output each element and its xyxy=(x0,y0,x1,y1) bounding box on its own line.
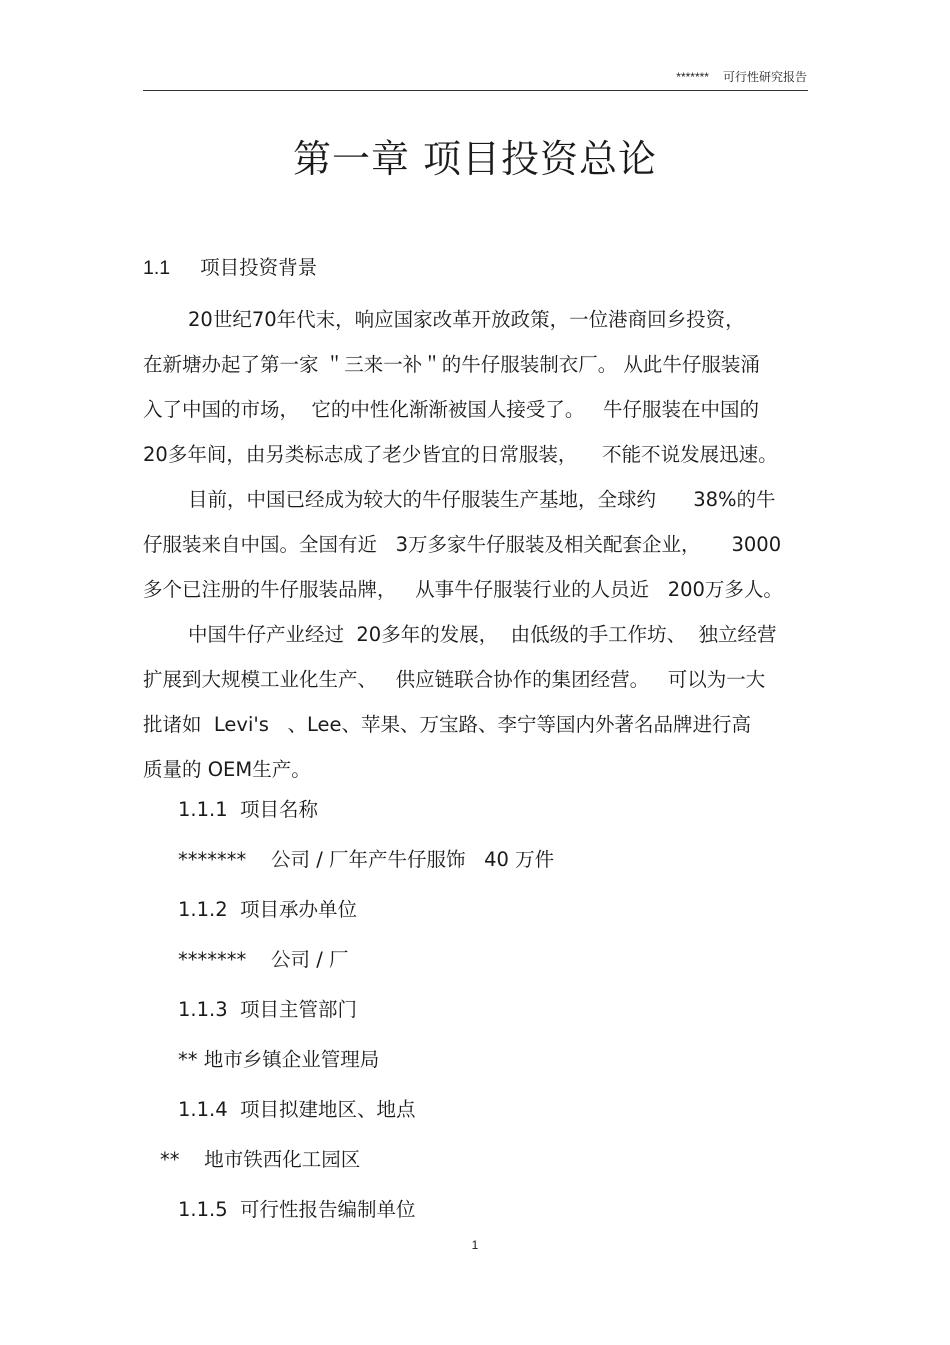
page-number: 1 xyxy=(471,1238,479,1252)
subsection-heading: 1.1.4 项目拟建地区、地点 xyxy=(178,1098,416,1121)
section-number: 1.1 xyxy=(143,257,171,279)
subsection-content: ** 地市铁西化工园区 xyxy=(160,1148,361,1171)
header-company-mask: ******* xyxy=(676,70,709,84)
section-heading xyxy=(143,258,317,279)
paragraph-line: 批诸如 Levi's 、Lee、苹果、万宝路、李宁等国内外著名品牌进行高 xyxy=(143,713,752,736)
paragraph-line: 中国牛仔产业经过 20多年的发展， 由低级的手工作坊、 独立经营 xyxy=(188,623,777,646)
paragraph-line: 质量的 OEM生产。 xyxy=(143,758,311,781)
section-title: 项目投资背景 xyxy=(200,256,318,279)
header-rule xyxy=(143,90,808,91)
subsection-heading: 1.1.2 项目承办单位 xyxy=(178,898,358,921)
subsection-content: ******* 公司 / 厂年产牛仔服饰 40 万件 xyxy=(178,848,555,871)
paragraph-line: 20世纪70年代末，响应国家改革开放政策，一位港商回乡投资， xyxy=(188,308,745,331)
subsection-content: ** 地市乡镇企业管理局 xyxy=(178,1048,380,1071)
paragraph-line: 在新塘办起了第一家 ＂三来一补＂的牛仔服装制衣厂。 从此牛仔服装涌 xyxy=(143,353,760,376)
paragraph-line: 扩展到大规模工业化生产、 供应链联合协作的集团经营。 可以为一大 xyxy=(143,668,766,691)
header-title: 可行性研究报告 xyxy=(722,70,807,84)
subsection-heading: 1.1.1 项目名称 xyxy=(178,798,319,821)
paragraph-line: 仔服装来自中国。全国有近 3万多家牛仔服装及相关配套企业， 3000 xyxy=(143,533,782,556)
paragraph-line: 入了中国的市场， 它的中性化渐渐被国人接受了。 牛仔服装在中国的 xyxy=(143,398,759,421)
subsection-heading: 1.1.5 可行性报告编制单位 xyxy=(178,1198,416,1221)
paragraph-line: 多个已注册的牛仔服装品牌， 从事牛仔服装行业的人员近 200万多人。 xyxy=(143,578,783,601)
subsection-content: ******* 公司 / 厂 xyxy=(178,948,349,971)
page-header xyxy=(143,68,807,85)
paragraph-line: 目前，中国已经成为较大的牛仔服装生产基地，全球约 38%的牛 xyxy=(188,488,776,511)
chapter-title: 第一章 项目投资总论 xyxy=(292,137,658,181)
paragraph-line: 20多年间，由另类标志成了老少皆宜的日常服装， 不能不说发展迅速。 xyxy=(143,443,778,466)
subsection-heading: 1.1.3 项目主管部门 xyxy=(178,998,358,1021)
